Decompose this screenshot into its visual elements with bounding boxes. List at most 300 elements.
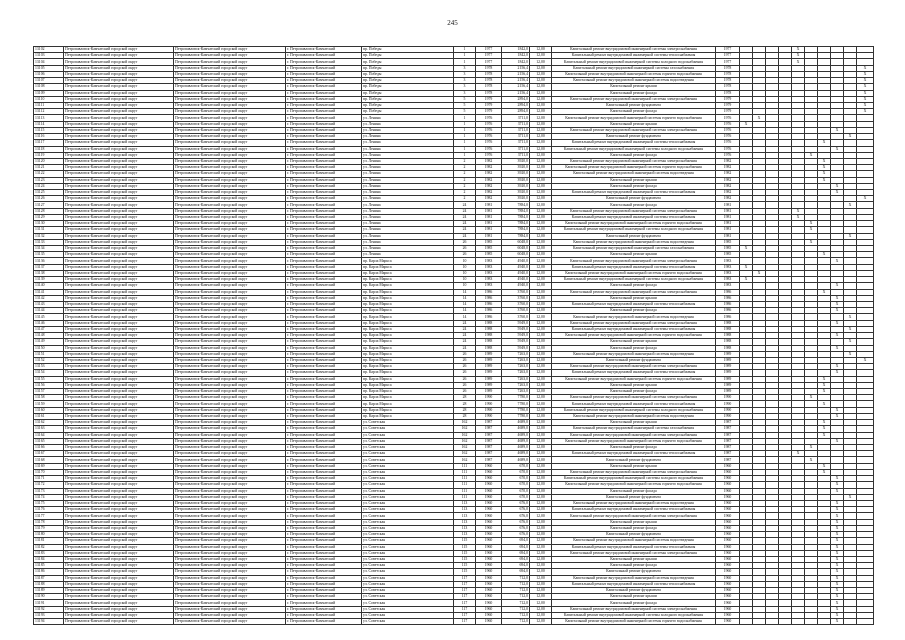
row-number-cell: 13193 (34, 612, 64, 618)
year-5-cell: X (792, 59, 805, 65)
build-year-cell: 1979 (476, 109, 502, 115)
municipality-cell: Петропавловск-Камчатский городской округ (64, 320, 174, 326)
area-cell: 7263,0 (502, 376, 530, 382)
house-number-cell: 14 (454, 289, 476, 295)
year-8-cell: X (831, 258, 844, 264)
year-8-cell: X (831, 575, 844, 581)
work-type-cell: Капитальный ремонт внутридомовой инженерной системы холодного водоснабжения (552, 476, 716, 482)
year-10-cell: X (857, 109, 874, 115)
locality-cell: г. Петропавловск-Камчатский (286, 606, 362, 612)
area-cell: 670,0 (502, 463, 530, 469)
municipality-cell: Петропавловск-Камчатский городской округ (64, 208, 174, 214)
settlement-cell: Петропавловск-Камчатский городской округ (174, 612, 286, 618)
row-number-cell: 13161 (34, 413, 64, 419)
area-cell: 3760,0 (502, 314, 530, 320)
build-year-cell: 1960 (476, 556, 502, 562)
row-number-cell: 13108 (34, 84, 64, 90)
area-cell: 4689,0 (502, 457, 530, 463)
municipality-cell: Петропавловск-Камчатский городской округ (64, 202, 174, 208)
locality-cell: г. Петропавловск-Камчатский (286, 345, 362, 351)
build-year-cell: 1977 (476, 53, 502, 59)
house-number-cell: 3 (454, 65, 476, 71)
house-number-cell: 2 (454, 165, 476, 171)
work-year-cell: 1985 (716, 239, 740, 245)
work-type-cell: Капитальный ремонт внутридомовой инженерной системы электроснабжения (552, 47, 716, 53)
house-number-cell: 10 (454, 270, 476, 276)
work-type-cell: Капитальный ремонт крыши (552, 594, 716, 600)
settlement-cell: Петропавловск-Камчатский городской округ (174, 395, 286, 401)
floors-cell: 12,00 (530, 345, 552, 351)
row-number-cell: 13138 (34, 270, 64, 276)
year-5-cell: X (792, 47, 805, 53)
floors-cell: 12,00 (530, 190, 552, 196)
floors-cell: 12,00 (530, 451, 552, 457)
floors-cell: 12,00 (530, 482, 552, 488)
area-cell: 3920,0 (502, 183, 530, 189)
work-year-cell: 1987 (716, 420, 740, 426)
work-year-cell: 1976 (716, 146, 740, 152)
row-number-cell: 13134 (34, 246, 64, 252)
municipality-cell: Петропавловск-Камчатский городской округ (64, 283, 174, 289)
house-number-cell: 117 (454, 606, 476, 612)
year-7-cell: X (818, 463, 831, 469)
locality-cell: г. Петропавловск-Камчатский (286, 339, 362, 345)
year-8-cell: X (831, 612, 844, 618)
row-number-cell: 13104 (34, 59, 64, 65)
street-cell: ул. Ленина (362, 140, 454, 146)
locality-cell: г. Петропавловск-Камчатский (286, 214, 362, 220)
municipality-cell: Петропавловск-Камчатский городской округ (64, 78, 174, 84)
year-8-cell: X (831, 525, 844, 531)
floors-cell: 12,00 (530, 295, 552, 301)
work-year-cell: 1990 (716, 407, 740, 413)
year-8-cell: X (831, 407, 844, 413)
work-year-cell: 1988 (716, 333, 740, 339)
street-cell: пр. Карла Маркса (362, 351, 454, 357)
work-type-cell: Капитальный ремонт внутридомовой инженерной системы холодного водоснабжения (552, 227, 716, 233)
municipality-cell: Петропавловск-Камчатский городской округ (64, 619, 174, 625)
build-year-cell: 1986 (476, 301, 502, 307)
row-number-cell: 13155 (34, 376, 64, 382)
settlement-cell: Петропавловск-Камчатский городской округ (174, 277, 286, 283)
work-year-cell: 1978 (716, 71, 740, 77)
municipality-cell: Петропавловск-Камчатский городской округ (64, 445, 174, 451)
settlement-cell: Петропавловск-Камчатский городской округ (174, 47, 286, 53)
municipality-cell: Петропавловск-Камчатский городской округ (64, 569, 174, 575)
area-cell: 3711,0 (502, 134, 530, 140)
row-number-cell: 13106 (34, 71, 64, 77)
area-cell: 4940,0 (502, 264, 530, 270)
work-year-cell: 1960 (716, 519, 740, 525)
floors-cell: 12,00 (530, 500, 552, 506)
row-number-cell: 13191 (34, 600, 64, 606)
settlement-cell: Петропавловск-Камчатский городской округ (174, 177, 286, 183)
municipality-cell: Петропавловск-Камчатский городской округ (64, 500, 174, 506)
street-cell: ул. Ленина (362, 190, 454, 196)
settlement-cell: Петропавловск-Камчатский городской округ (174, 488, 286, 494)
house-number-cell: 3 (454, 84, 476, 90)
row-number-cell: 13120 (34, 158, 64, 164)
work-type-cell: Капитальный ремонт фасада (552, 308, 716, 314)
municipality-cell: Петропавловск-Камчатский городской округ (64, 357, 174, 363)
locality-cell: г. Петропавловск-Камчатский (286, 488, 362, 494)
municipality-cell: Петропавловск-Камчатский городской округ (64, 221, 174, 227)
work-year-cell: 1989 (716, 389, 740, 395)
settlement-cell: Петропавловск-Камчатский городской округ (174, 96, 286, 102)
year-9-cell: X (844, 494, 857, 500)
locality-cell: г. Петропавловск-Камчатский (286, 171, 362, 177)
build-year-cell: 1989 (476, 370, 502, 376)
house-number-cell: 28 (454, 395, 476, 401)
settlement-cell: Петропавловск-Камчатский городской округ (174, 538, 286, 544)
work-type-cell: Капитальный ремонт внутридомовой инженерной системы электроснабжения (552, 289, 716, 295)
street-cell: пр. Победы (362, 84, 454, 90)
year-6-cell (805, 619, 818, 625)
row-number-cell: 13107 (34, 78, 64, 84)
work-type-cell: Капитальный ремонт фундамента (552, 494, 716, 500)
build-year-cell: 1976 (476, 140, 502, 146)
work-year-cell: 1986 (716, 301, 740, 307)
area-cell: 7780,0 (502, 413, 530, 419)
locality-cell: г. Петропавловск-Камчатский (286, 532, 362, 538)
floors-cell: 12,00 (530, 90, 552, 96)
street-cell: пр. Карла Маркса (362, 326, 454, 332)
work-year-cell: 1988 (716, 320, 740, 326)
locality-cell: г. Петропавловск-Камчатский (286, 426, 362, 432)
house-number-cell: 117 (454, 612, 476, 618)
year-6-cell: X (805, 239, 818, 245)
street-cell: пр. Карла Маркса (362, 283, 454, 289)
work-type-cell: Капитальный ремонт фасада (552, 345, 716, 351)
floors-cell: 12,00 (530, 152, 552, 158)
municipality-cell: Петропавловск-Камчатский городской округ (64, 612, 174, 618)
build-year-cell: 1985 (476, 239, 502, 245)
work-type-cell: Капитальный ремонт внутридомовой инженерной системы горячего водоснабжения (552, 221, 716, 227)
year-8-cell: X (831, 569, 844, 575)
locality-cell: г. Петропавловск-Камчатский (286, 152, 362, 158)
year-7-cell: X (818, 432, 831, 438)
floors-cell: 12,00 (530, 102, 552, 108)
row-number-cell: 13117 (34, 140, 64, 146)
house-number-cell: 5 (454, 102, 476, 108)
row-number-cell: 13141 (34, 289, 64, 295)
area-cell: 4689,0 (502, 426, 530, 432)
work-year-cell: 1977 (716, 53, 740, 59)
build-year-cell: 1988 (476, 326, 502, 332)
year-7-cell: X (818, 420, 831, 426)
build-year-cell: 1960 (476, 519, 502, 525)
row-number-cell: 13140 (34, 283, 64, 289)
locality-cell: г. Петропавловск-Камчатский (286, 357, 362, 363)
settlement-cell: Петропавловск-Камчатский городской округ (174, 190, 286, 196)
house-number-cell: 113 (454, 507, 476, 513)
row-number-cell: 13153 (34, 364, 64, 370)
area-cell: 3920,0 (502, 196, 530, 202)
street-cell: пр. Победы (362, 71, 454, 77)
house-number-cell: 117 (454, 575, 476, 581)
settlement-cell: Петропавловск-Камчатский городской округ (174, 482, 286, 488)
build-year-cell: 1989 (476, 382, 502, 388)
municipality-cell: Петропавловск-Камчатский городской округ (64, 47, 174, 53)
floors-cell: 12,00 (530, 252, 552, 258)
area-cell: 676,0 (502, 500, 530, 506)
area-cell: 694,0 (502, 563, 530, 569)
row-number-cell: 13164 (34, 432, 64, 438)
area-cell: 3711,0 (502, 152, 530, 158)
settlement-cell: Петропавловск-Камчатский городской округ (174, 532, 286, 538)
area-cell: 676,0 (502, 507, 530, 513)
municipality-cell: Петропавловск-Камчатский городской округ (64, 183, 174, 189)
row-number-cell: 13113 (34, 115, 64, 121)
row-number-cell: 13147 (34, 326, 64, 332)
work-type-cell: Капитальный ремонт внутридомовой инженерной системы водоотведения (552, 575, 716, 581)
build-year-cell: 1985 (476, 252, 502, 258)
floors-cell: 12,00 (530, 606, 552, 612)
settlement-cell: Петропавловск-Камчатский городской округ (174, 519, 286, 525)
floors-cell: 12,00 (530, 351, 552, 357)
work-type-cell: Капитальный ремонт внутридомовой инженерной системы теплоснабжения (552, 544, 716, 550)
build-year-cell: 1986 (476, 289, 502, 295)
municipality-cell: Петропавловск-Камчатский городской округ (64, 165, 174, 171)
house-number-cell: 1 (454, 59, 476, 65)
year-8-cell: X (831, 333, 844, 339)
locality-cell: г. Петропавловск-Камчатский (286, 612, 362, 618)
row-number-cell: 13116 (34, 134, 64, 140)
work-year-cell: 1989 (716, 376, 740, 382)
year-8-cell: X (831, 295, 844, 301)
work-year-cell: 1977 (716, 59, 740, 65)
street-cell: ул. Ленина (362, 165, 454, 171)
row-number-cell: 13176 (34, 507, 64, 513)
settlement-cell: Петропавловск-Камчатский городской округ (174, 463, 286, 469)
row-number-cell: 13154 (34, 370, 64, 376)
settlement-cell: Петропавловск-Камчатский городской округ (174, 525, 286, 531)
year-2-cell (753, 619, 766, 625)
settlement-cell: Петропавловск-Камчатский городской округ (174, 432, 286, 438)
build-year-cell: 1982 (476, 171, 502, 177)
floors-cell: 12,00 (530, 270, 552, 276)
house-number-cell: 26 (454, 376, 476, 382)
area-cell: 7263,0 (502, 382, 530, 388)
row-number-cell: 13184 (34, 556, 64, 562)
settlement-cell: Петропавловск-Камчатский городской округ (174, 252, 286, 258)
build-year-cell: 1960 (476, 507, 502, 513)
street-cell: ул. Ленина (362, 146, 454, 152)
settlement-cell: Петропавловск-Камчатский городской округ (174, 320, 286, 326)
settlement-cell: Петропавловск-Камчатский городской округ (174, 413, 286, 419)
street-cell: пр. Победы (362, 59, 454, 65)
work-type-cell: Капитальный ремонт внутридомовой инженерной системы теплоснабжения (552, 264, 716, 270)
street-cell: ул. Ленина (362, 208, 454, 214)
house-number-cell: 26 (454, 357, 476, 363)
floors-cell: 12,00 (530, 214, 552, 220)
house-number-cell: 24 (454, 320, 476, 326)
area-cell: 670,0 (502, 476, 530, 482)
area-cell: 5949,0 (502, 339, 530, 345)
row-number-cell: 13133 (34, 239, 64, 245)
build-year-cell: 1981 (476, 227, 502, 233)
row-number-cell: 13174 (34, 494, 64, 500)
street-cell: пр. Карла Маркса (362, 277, 454, 283)
area-cell: 4940,0 (502, 277, 530, 283)
work-year-cell: 1986 (716, 314, 740, 320)
municipality-cell: Петропавловск-Камчатский городской округ (64, 370, 174, 376)
municipality-cell: Петропавловск-Камчатский городской округ (64, 395, 174, 401)
street-cell: пр. Карла Маркса (362, 264, 454, 270)
work-type-cell: Капитальный ремонт внутридомовой инженерной системы водоотведения (552, 239, 716, 245)
work-type-cell: Капитальный ремонт внутридомовой инженерной системы газоснабжения (552, 246, 716, 252)
area-cell: 7884,0 (502, 233, 530, 239)
build-year-cell: 1987 (476, 451, 502, 457)
year-8-cell: X (831, 544, 844, 550)
locality-cell: г. Петропавловск-Камчатский (286, 463, 362, 469)
area-cell: 3760,0 (502, 289, 530, 295)
house-number-cell: 10 (454, 264, 476, 270)
house-number-cell: 5 (454, 96, 476, 102)
year-9-cell: X (844, 134, 857, 140)
municipality-cell: Петропавловск-Камчатский городской округ (64, 382, 174, 388)
row-number-cell: 13131 (34, 227, 64, 233)
area-cell: 694,0 (502, 538, 530, 544)
house-number-cell: 117 (454, 594, 476, 600)
locality-cell: г. Петропавловск-Камчатский (286, 581, 362, 587)
settlement-cell: Петропавловск-Камчатский городской округ (174, 550, 286, 556)
house-number-cell: 1 (454, 140, 476, 146)
work-type-cell: Капитальный ремонт внутридомовой инженерной системы горячего водоснабжения (552, 270, 716, 276)
build-year-cell: 1986 (476, 314, 502, 320)
house-number-cell: 28 (454, 413, 476, 419)
settlement-cell: Петропавловск-Камчатский городской округ (174, 270, 286, 276)
build-year-cell: 1960 (476, 581, 502, 587)
house-number-cell: 115 (454, 556, 476, 562)
build-year-cell: 1981 (476, 221, 502, 227)
work-type-cell: Капитальный ремонт крыши (552, 252, 716, 258)
work-year-cell: 1983 (716, 270, 740, 276)
work-year-cell: 1960 (716, 532, 740, 538)
floors-cell: 12,00 (530, 339, 552, 345)
floors-cell: 12,00 (530, 134, 552, 140)
build-year-cell: 1977 (476, 59, 502, 65)
build-year-cell: 1981 (476, 233, 502, 239)
area-cell: 5949,0 (502, 333, 530, 339)
municipality-cell: Петропавловск-Камчатский городской округ (64, 457, 174, 463)
municipality-cell: Петропавловск-Камчатский городской округ (64, 513, 174, 519)
row-number-cell: 13112 (34, 109, 64, 115)
municipality-cell: Петропавловск-Камчатский городской округ (64, 532, 174, 538)
year-6-cell: X (805, 227, 818, 233)
house-number-cell: 1 (454, 115, 476, 121)
work-type-cell: Капитальный ремонт внутридомовой инженерной системы водоотведения (552, 171, 716, 177)
area-cell: 2156,4 (502, 84, 530, 90)
house-number-cell: 3 (454, 78, 476, 84)
floors-cell: 12,00 (530, 53, 552, 59)
settlement-cell: Петропавловск-Камчатский городской округ (174, 59, 286, 65)
build-year-cell: 1960 (476, 606, 502, 612)
work-type-cell: Капитальный ремонт внутридомовой инженерной системы теплоснабжения (552, 581, 716, 587)
work-year-cell: 1976 (716, 152, 740, 158)
street-cell: ул. Ленина (362, 152, 454, 158)
area-cell: 6048,0 (502, 246, 530, 252)
work-type-cell: Капитальный ремонт внутридомовой инженерной системы холодного водоснабжения (552, 612, 716, 618)
work-year-cell: 1960 (716, 550, 740, 556)
settlement-cell: Петропавловск-Камчатский городской округ (174, 258, 286, 264)
settlement-cell: Петропавловск-Камчатский городской округ (174, 208, 286, 214)
work-year-cell: 1987 (716, 426, 740, 432)
area-cell: 4940,0 (502, 283, 530, 289)
year-1-cell: X (740, 277, 753, 283)
street-cell: ул. Советская (362, 507, 454, 513)
row-number-cell: 13183 (34, 550, 64, 556)
work-year-cell: 1978 (716, 90, 740, 96)
row-number-cell: 13137 (34, 264, 64, 270)
year-1-cell: X (740, 246, 753, 252)
year-10-cell: X (857, 102, 874, 108)
street-cell: ул. Советская (362, 432, 454, 438)
work-year-cell: 1960 (716, 469, 740, 475)
floors-cell: 12,00 (530, 233, 552, 239)
work-type-cell: Капитальный ремонт внутридомовой инженерной системы электроснабжения (552, 258, 716, 264)
street-cell: ул. Советская (362, 581, 454, 587)
settlement-cell: Петропавловск-Камчатский городской округ (174, 146, 286, 152)
street-cell: пр. Карла Маркса (362, 382, 454, 388)
street-cell: ул. Ленина (362, 246, 454, 252)
year-4-cell (779, 619, 792, 625)
street-cell: ул. Советская (362, 513, 454, 519)
settlement-cell: Петропавловск-Камчатский городской округ (174, 389, 286, 395)
year-7-cell: X (818, 401, 831, 407)
year-10-cell: X (857, 357, 874, 363)
municipality-cell: Петропавловск-Камчатский городской округ (64, 326, 174, 332)
build-year-cell: 1988 (476, 339, 502, 345)
work-year-cell: 1981 (716, 202, 740, 208)
work-type-cell: Капитальный ремонт крыши (552, 339, 716, 345)
municipality-cell: Петропавловск-Камчатский городской округ (64, 351, 174, 357)
area-cell: 2156,4 (502, 90, 530, 96)
work-type-cell: Капитальный ремонт внутридомовой инженерной системы электроснабжения (552, 364, 716, 370)
settlement-cell: Петропавловск-Камчатский городской округ (174, 183, 286, 189)
work-year-cell: 1960 (716, 538, 740, 544)
area-cell: 6048,0 (502, 252, 530, 258)
street-cell: пр. Карла Маркса (362, 289, 454, 295)
house-number-cell: 113 (454, 500, 476, 506)
row-number-cell: 13136 (34, 258, 64, 264)
build-year-cell: 1979 (476, 102, 502, 108)
street-cell: ул. Ленина (362, 214, 454, 220)
work-type-cell: Капитальный ремонт фасада (552, 90, 716, 96)
year-8-cell: X (831, 594, 844, 600)
work-year-cell: 1976 (716, 115, 740, 121)
build-year-cell: 1989 (476, 376, 502, 382)
street-cell: пр. Карла Маркса (362, 364, 454, 370)
floors-cell: 12,00 (530, 420, 552, 426)
work-type-cell: Капитальный ремонт внутридомовой инженерной системы теплоснабжения (552, 401, 716, 407)
build-year-cell: 1960 (476, 538, 502, 544)
house-number-cell: 162 (454, 457, 476, 463)
year-6-cell: X (805, 152, 818, 158)
house-number-cell: 113 (454, 525, 476, 531)
work-type-cell: Капитальный ремонт внутридомовой инженерной системы теплоснабжения (552, 214, 716, 220)
row-number-cell: 13135 (34, 252, 64, 258)
work-type-cell: Капитальный ремонт внутридомовой инженерной системы электроснабжения (552, 127, 716, 133)
floors-cell: 12,00 (530, 264, 552, 270)
year-7-cell: X (818, 140, 831, 146)
build-year-cell: 1988 (476, 320, 502, 326)
year-10-cell: X (857, 90, 874, 96)
street-cell: ул. Ленина (362, 227, 454, 233)
municipality-cell: Петропавловск-Камчатский городской округ (64, 71, 174, 77)
locality-cell: г. Петропавловск-Камчатский (286, 121, 362, 127)
year-8-cell: X (831, 438, 844, 444)
